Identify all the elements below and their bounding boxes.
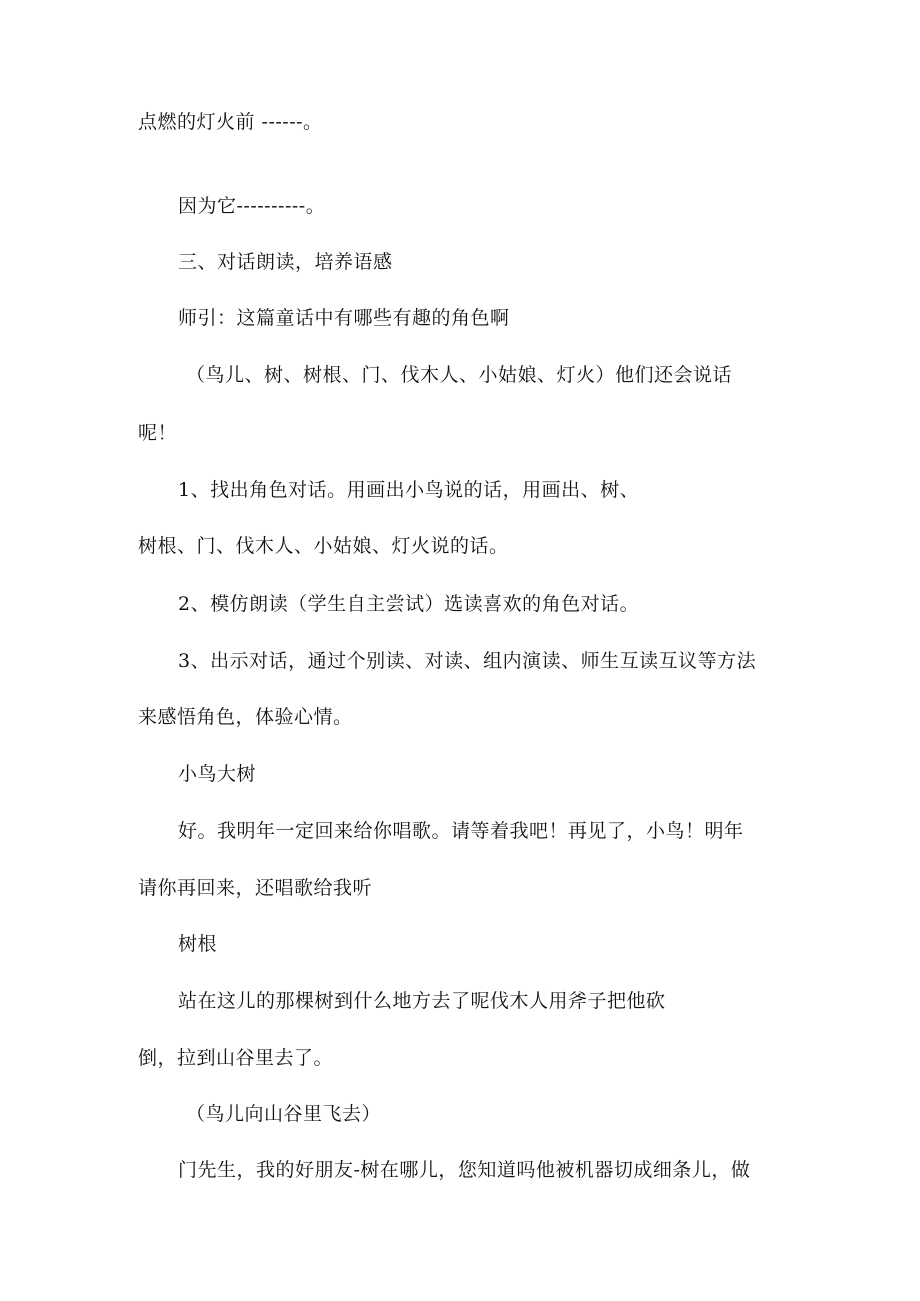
section-heading: 三、对话朗读，培养语感 — [178, 251, 393, 273]
text-line-9: 2、模仿朗读（学生自主尝试）选读喜欢的角色对话。 — [178, 593, 640, 615]
text-line-4: 师引：这篇童话中有哪些有趣的角色啊 — [178, 307, 510, 329]
text-line-17: 倒，拉到山谷里去了。 — [138, 1047, 334, 1069]
text-line-11: 来感悟角色，体验心情。 — [138, 706, 353, 728]
dialogue-speaker-root: 树根 — [178, 933, 218, 955]
text-line-5: （鸟儿、树、树根、门、伐木人、小姑娘、灯火）他们还会说话 — [186, 364, 733, 386]
text-line-13: 好。我明年一定回来给你唱歌。请等着我吧！再见了，小鸟！明年 — [178, 820, 744, 842]
text-line-16: 站在这儿的那棵树到什么地方去了呢伐木人用斧子把他砍 — [178, 990, 666, 1012]
text-line-7: 1、找出角色对话。用画出小鸟说的话，用画出、树、 — [178, 479, 640, 501]
text-line-10: 3、出示对话，通过个别读、对读、组内演读、师生互读互议等方法 — [178, 650, 757, 672]
dialogue-speakers: 小鸟大树 — [178, 763, 257, 785]
text-line-1: 点燃的灯火前 ------。 — [138, 111, 323, 133]
text-line-6: 呢！ — [138, 422, 178, 444]
text-line-19: 门先生，我的好朋友-树在哪儿，您知道吗他被机器切成细条儿，做 — [178, 1159, 751, 1181]
text-line-8: 树根、门、伐木人、小姑娘、灯火说的话。 — [138, 535, 509, 557]
text-line-14: 请你再回来，还唱歌给我听 — [138, 877, 373, 899]
text-line-2: 因为它----------。 — [178, 195, 326, 217]
stage-direction: （鸟儿向山谷里飞去） — [186, 1103, 382, 1125]
